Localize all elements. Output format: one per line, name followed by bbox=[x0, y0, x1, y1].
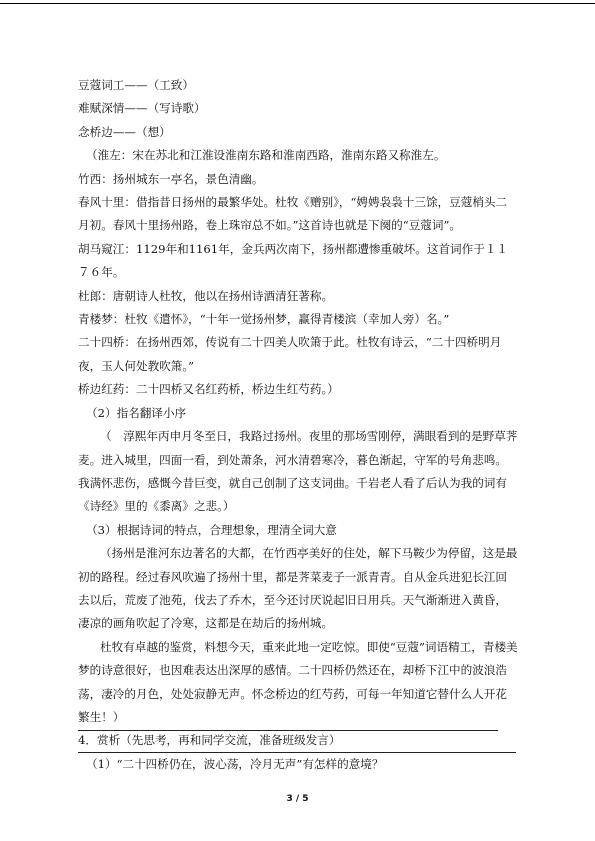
line-1: 豆蔻词工——（工致） bbox=[78, 78, 194, 92]
preface-translation: （ 淳熙年丙申月冬至日，我路过扬州。夜里的那场雪刚停，满眼看到的是野草荠麦。进入城里，四面一看，到处萧条，河水清碧寒冷，暮色渐起，守军的号角悲鸣。我满怀悲伤，感慨今昔巨变，就自己创制了这支词曲。千岩老人看了后认为我的词有《诗经》里的《黍离》之悲。） bbox=[78, 429, 518, 514]
note-chunfeng: 春风十里：借指昔日扬州的最繁华处。杜牧《赠别》，“娉娉袅袅十三馀，豆蔻梢头二月初。春风十里扬州路，卷上珠帘总不如。”这首诗也就是下阕的“豆蔻词”。 bbox=[78, 195, 508, 233]
answer-line-1[interactable] bbox=[78, 730, 498, 731]
meaning-paragraph-2: 杜牧有卓越的鉴赏，料想今天，重来此地一定吃惊。即使“豆蔻”词语精工，青楼美梦的诗意很好，也因难表达出深厚的感情。二十四桥仍然还在，却桥下江中的波浪浩荡，凄冷的月色，处处寂静无声。怀念桥边的红芍药，可每一年知道它替什么人开花繁生！） bbox=[78, 639, 518, 724]
answer-line-2[interactable] bbox=[78, 752, 516, 753]
heading-translate-preface: （2）指名翻译小序 bbox=[86, 405, 187, 420]
note-huaizuo: （淮左：宋在苏北和江淮设淮南东路和淮南西路，淮南东路又称淮左。 bbox=[86, 148, 446, 163]
header-rule bbox=[0, 3, 595, 4]
meaning-paragraph-1: （扬州是淮河东边著名的大都，在竹西亭美好的住处，解下马鞍少为停留，这是最初的路程。经过春风吹遍了扬州十里，都是荠菜麦子一派青青。自从金兵进犯长江回去以后，荒废了池苑，伐去了乔木，至今还讨厌说起旧日用兵。天气渐渐进入黄昏，凄凉的画角吹起了冷寒，这都是在劫后的扬州城。 bbox=[78, 546, 518, 631]
note-qinglou: 青楼梦：杜牧《遣怀》，“十年一觉扬州梦，赢得青楼滨（幸加人旁）名。” bbox=[78, 312, 450, 327]
document-body bbox=[78, 74, 518, 776]
page-number: 3 / 5 bbox=[286, 794, 309, 804]
note-zhuxi: 竹西：扬州城东一亭名，景色清幽。 bbox=[78, 171, 264, 186]
heading-appreciation: 4．赏析（先思考，再和同学交流，准备班级发言） bbox=[78, 733, 341, 748]
note-ershisiqiao: 二十四桥：在扬州西郊，传说有二十四美人吹箫于此。杜牧有诗云，“二十四桥明月夜，玉人何处教吹箫。” bbox=[78, 335, 502, 373]
heading-meaning: （3）根据诗词的特点，合理想象，理清全词大意 bbox=[86, 522, 337, 537]
question-1: （1）“二十四桥仍在，波心荡，冷月无声”有怎样的意境？ bbox=[86, 756, 384, 771]
note-huma: 胡马窥江：1129年和1161年，金兵两次南下，扬州都遭惨重破坏。这首词作于１１７６年。 bbox=[78, 241, 509, 280]
note-hongyao: 桥边红药：二十四桥又名红药桥，桥边生红芍药。） bbox=[78, 382, 339, 397]
note-dulang: 杜郎：唐朝诗人杜牧，他以在扬州诗酒清狂著称。 bbox=[78, 288, 334, 303]
line-2: 难赋深情——（写诗歌） bbox=[78, 101, 206, 116]
line-3: 念桥边——（想） bbox=[78, 124, 171, 139]
